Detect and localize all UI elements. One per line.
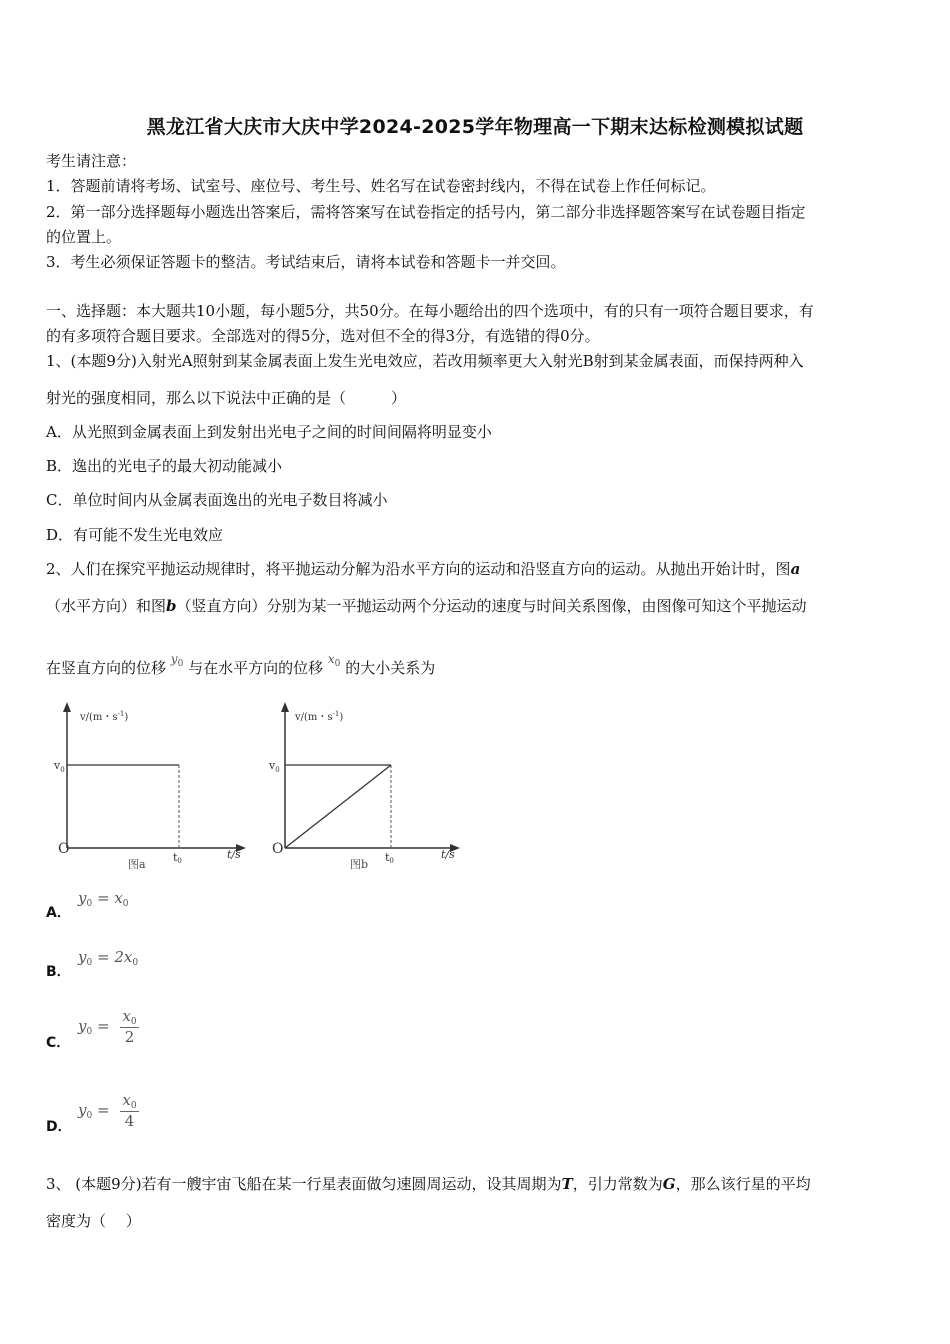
graph-a-caption: 图a [128,858,146,871]
question-2-option-b-label: B． [46,964,71,980]
question-2-option-a-formula [78,889,129,907]
question-3-stem-text-b: ，引力常数为 [572,1175,663,1193]
opt-c-y-sub: 0 [86,1027,93,1037]
question-1-stem: 1、(本题9分)入射光A照射到某金属表面上发生光电效应，若改用频率更大入射光B射到某金属表面，而保持两种入 [46,352,804,370]
opt-a-y: y [78,889,87,907]
var-G: G [662,1175,676,1193]
notice-heading: 考生请注意： [46,152,137,170]
section-1-intro-cont: 的有多项符合题目要求。全部选对的得5分，选对但不全的得3分，有选错的得0分。 [46,327,600,345]
question-2-stem-cont-2 [46,652,908,682]
graph-b-xlabel: t/s [441,848,455,861]
graph-a-v0-label: $v_0$ [54,759,65,774]
opt-d-fraction [120,1092,138,1130]
question-2-option-d-label: D． [46,1119,72,1135]
opt-d-eq: = [97,1101,110,1119]
opt-a-x-sub: 0 [122,899,129,909]
question-2-option-b-formula [78,948,138,966]
graph-b-origin: O [272,841,284,857]
question-3-stem-text-c: ，那么该行星的平均 [675,1175,811,1193]
question-3-stem-text-a: 3、 (本题9分)若有一艘宇宙飞船在某一行星表面做匀速圆周运动，设其周期为 [46,1175,562,1193]
graph-b-t0-label: t0 [385,851,394,865]
opt-c-num-sub: 0 [130,1017,137,1027]
var-T: T [561,1175,573,1193]
question-2-stem-text: 2、人们在探究平抛运动规律时，将平抛运动分解为沿水平方向的运动和沿竖直方向的运动。从抛出开始计时，图 [46,560,791,578]
graph-b-y-arrow [281,702,289,712]
question-2-stem-text-2b: （竖直方向）分别为某一平抛运动两个分运动的速度与时间关系图像，由图像可知这个平抛运动 [176,597,807,615]
var-y-sub: 0 [177,659,184,669]
notice-item-3: 3．考生必须保证答题卡的整洁。考试结束后，请将本试卷和答题卡一并交回。 [46,253,566,271]
question-1-stem-cont: 射光的强度相同，那么以下说法中正确的是（ ） [46,389,407,407]
opt-d-num-sub: 0 [130,1101,137,1111]
graph-b [266,700,466,875]
question-2-stem-text-3c: 的大小关系为 [345,659,436,677]
opt-d-num-x: x [122,1091,131,1109]
graph-a-ylabel: v/(m・$s^{-1}$) [80,710,129,723]
opt-c-y: y [78,1017,87,1035]
opt-c-denominator: 2 [124,1028,135,1046]
opt-d-numerator [120,1092,138,1112]
question-3-stem [46,1173,908,1195]
question-1-option-a: A．从光照到金属表面上到发射出光电子之间的时间间隔将明显变小 [46,423,492,441]
figure-b-ref: b [166,597,177,615]
question-2-stem-text-3b: 与在水平方向的位移 [188,659,324,677]
graph-a-origin: O [58,841,70,857]
question-1-option-c: C．单位时间内从金属表面逸出的光电子数目将减小 [46,491,388,509]
opt-c-eq: = [97,1017,110,1035]
graph-b-ylabel: v/(m・$s^{-1}$) [295,710,344,723]
question-2-option-a-label: A． [46,905,71,921]
graph-b-velocity-line [285,765,391,848]
question-3-stem-cont: 密度为（ ） [46,1212,141,1230]
notice-item-1: 1．答题前请将考场、试室号、座位号、考生号、姓名写在试卷密封线内，不得在试卷上作任何标记。 [46,177,716,195]
opt-b-y: y [78,948,87,966]
opt-d-y-sub: 0 [86,1111,93,1121]
opt-d-y: y [78,1101,87,1119]
section-1-intro: 一、选择题：本大题共10小题，每小题5分，共50分。在每小题给出的四个选项中，有的只有一项符合题目要求，有 [46,302,814,320]
question-1-option-b: B．逸出的光电子的最大初动能减小 [46,457,283,475]
notice-item-2: 2．第一部分选择题每小题选出答案后，需将答案写在试卷指定的括号内，第二部分非选择题答案写在试卷题目指定 [46,203,806,221]
question-2-option-c-label: C． [46,1035,71,1051]
var-y-letter: y [170,652,178,666]
question-1-option-d: D．有可能不发生光电效应 [46,526,224,544]
var-x-sub: 0 [334,659,341,669]
opt-a-y-sub: 0 [86,899,93,909]
graph-a-t0-label: t0 [173,851,182,865]
opt-c-num-x: x [122,1007,131,1025]
question-2-stem-text-3a: 在竖直方向的位移 [46,659,167,677]
opt-b-x-sub: 0 [132,958,139,968]
var-x-letter: x [327,652,335,666]
opt-b-y-sub: 0 [86,958,93,968]
opt-b-rhs: = 2x [97,948,133,966]
opt-d-denominator: 4 [124,1112,135,1130]
graph-b-v0-label: $v_0$ [269,759,280,774]
graph-a-xlabel: t/s [227,848,241,861]
question-2-stem [46,558,908,580]
graph-a [52,700,252,875]
graph-b-caption: 图b [350,858,369,871]
graph-a-y-arrow [63,702,71,712]
figure-a-ref: a [790,560,801,578]
page-title: 黑龙江省大庆市大庆中学2024-2025学年物理高一下期末达标检测模拟试题 [146,116,804,138]
notice-item-2-cont: 的位置上。 [46,228,122,246]
var-x0 [327,652,341,669]
question-2-stem-text-2a: （水平方向）和图 [46,597,167,615]
question-2-option-c-formula [78,1008,139,1046]
opt-a-rhs: = x [97,889,123,907]
question-2-stem-cont [46,595,908,617]
var-y0 [170,652,184,669]
question-2-option-d-formula [78,1092,139,1130]
opt-c-fraction [120,1008,138,1046]
opt-c-numerator [120,1008,138,1028]
